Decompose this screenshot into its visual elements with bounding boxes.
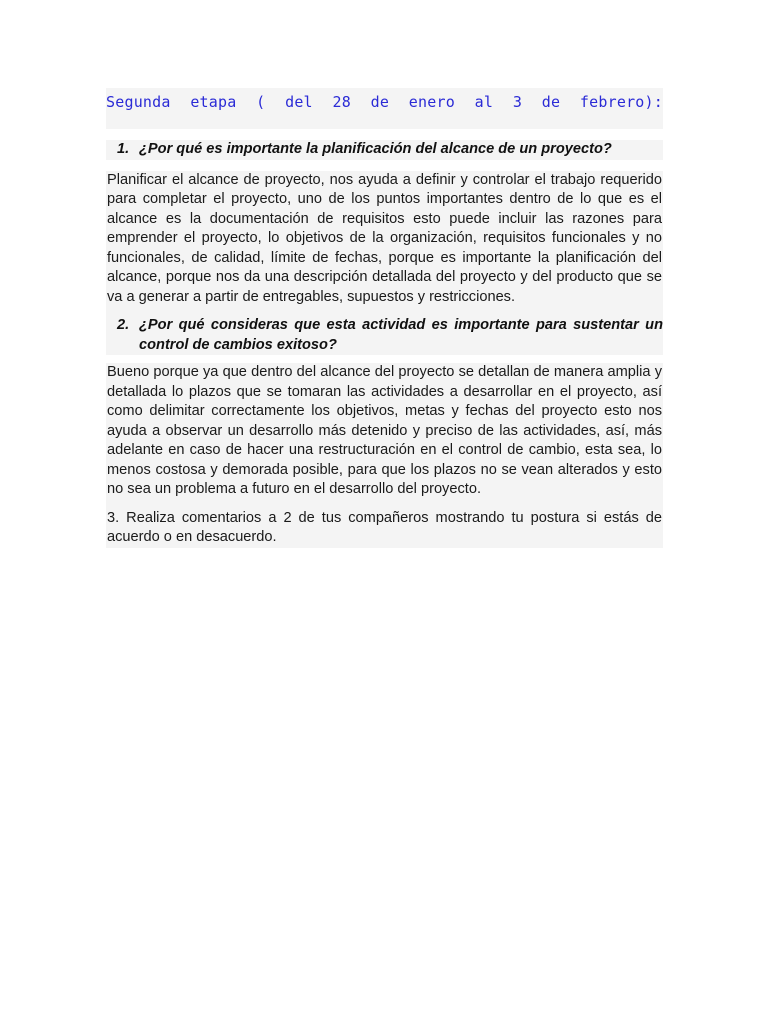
spacer [106,307,663,316]
heading-block [106,88,663,129]
item-3-text: 3. Realiza comentarios a 2 de tus compañeros mostrando tu postura si estás de acuerdo o en desacuerdo. [106,509,663,548]
question-2-number: 2. [117,317,130,333]
spacer [106,129,663,140]
question-1-number: 1. [117,141,130,157]
spacer [106,355,663,363]
section-heading: Segunda etapa ( del 28 de enero al 3 de febrero): [106,93,663,111]
answer-1: Planificar el alcance de proyecto, nos ayuda a definir y controlar el trabajo requerido para completar el proyecto, uno de los puntos importantes dentro de lo que es el alcance es la documentación de requisitos esto puede incluir las razones para emprender el proyecto, lo objetivos de la organización, requisitos funcionales y no funcionales, de calidad, límite de fechas, porque es importante la planificación del alcance, porque nos da una descripción detallada del proyecto y del producto que se va a generar a partir de entregables, supuestos y restricciones. [106,171,663,308]
question-2-text: ¿Por qué consideras que esta actividad es importante para sustentar un control de cambios exitoso? [139,317,663,353]
spacer [106,500,663,509]
question-1-text: ¿Por qué es importante la planificación del alcance de un proyecto? [139,141,612,157]
spacer [106,160,663,171]
document-page [106,88,663,548]
answer-2: Bueno porque ya que dentro del alcance del proyecto se detallan de manera amplia y detallada lo plazos que se tomaran las actividades a desarrollar en el proyecto, así como delimitar correctamente los objetivos, metas y fechas del proyecto esto nos ayuda a observar un desarrollo más detenido y preciso de las actividades, así, más adelante en caso de hacer una restructuración en el control de cambio, esta sea, lo menos costosa y demorada posible, para que los plazos no se vean alterados y esto no sea un problema a futuro en el desarrollo del proyecto. [106,363,663,500]
question-2 [106,316,663,355]
question-1 [106,140,663,160]
